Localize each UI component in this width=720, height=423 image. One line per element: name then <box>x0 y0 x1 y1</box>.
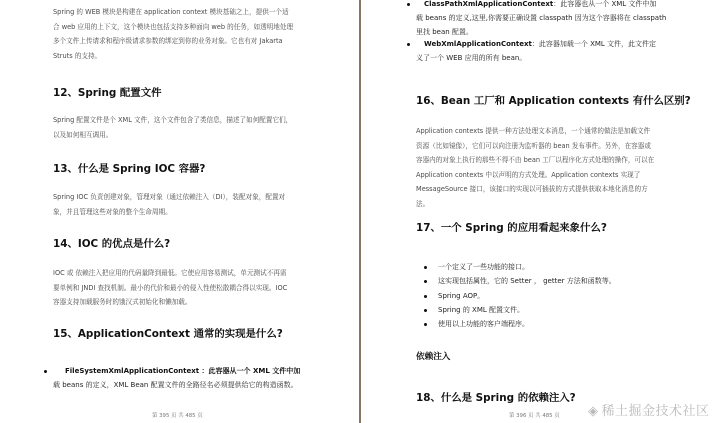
list-item: Spring AOP。 <box>438 289 616 303</box>
list-item: WebXmlApplicationContext：此容器加载一个 XML 文件，此文件定 义了一个 WEB 应用的所有 bean。 <box>416 37 716 65</box>
list-item: Spring 的 XML 配置文件。 <box>438 303 616 317</box>
bullet-icon <box>424 323 427 326</box>
watermark: ◈ 稀土掘金技术社区 <box>588 404 710 419</box>
bullet-icon <box>44 370 47 373</box>
page-number: 第 396 页 共 485 页 <box>509 413 560 419</box>
section-heading-di: 依赖注入 <box>416 352 451 362</box>
right-page <box>361 0 720 423</box>
bullet-icon <box>424 295 427 298</box>
paragraph-13: Spring IOC 负责创建对象，管理对象（通过依赖注入（DI），装配对象，配置对 象，并且管理这些对象的整个生命周期。 <box>53 193 286 216</box>
heading-12: 12、Spring 配置文件 <box>53 87 162 99</box>
list-item: 这实现包括属性，它的 Setter ， getter 方法和函数等。 <box>438 274 616 288</box>
bullet-icon <box>424 280 427 283</box>
bullet-icon <box>407 3 410 6</box>
feature-list <box>438 260 616 331</box>
heading-13: 13、什么是 Spring IOC 容器? <box>53 163 206 175</box>
heading-18: 18、什么是 Spring 的依赖注入? <box>416 392 576 404</box>
heading-14: 14、IOC 的优点是什么? <box>53 238 171 250</box>
heading-16: 16、Bean 工厂和 Application contexts 有什么区别? <box>416 95 691 107</box>
heading-17: 17、一个 Spring 的应用看起来象什么? <box>416 222 607 234</box>
bullet-icon <box>424 309 427 312</box>
paragraph-16: Application contexts 提供一种方法处理文本消息，一个通常的做法是加载文件 资源（比如镜像），它们可以向注册为监听器的 bean 发布事件。另外，在容器或 容器内的对象上执行的那些不得不由 bean 工厂以程序化方式处理的操作，可以在 Application contexts 中以声明的方式处理。Application contexts 实现了 MessageSource 接口，该接口的实现以可插拔的方式提供获取本地化消息的方 法。 <box>416 127 655 208</box>
list-item: 一个定义了一些功能的接口。 <box>438 260 616 274</box>
page-number: 第 395 页 共 485 页 <box>152 413 203 419</box>
intro-paragraph: Spring 的 WEB 模块是构建在 application context 模块基础之上，提供一个适 合 web 应用的上下文，这个模块也包括支持多种面向 web 的任务，如透明地处理 多个文件上传请求和程序级请求参数的绑定到你的业务对象。它也有对 Jakarta Struts 的支持。 <box>53 8 294 60</box>
list-item: ClassPathXmlApplicationContext：此容器也从一个 XML 文件中加 载 beans 的定义,这里,你需要正确设置 classpath 因为这个容器将在 classpath 里找 bean 配置。 <box>416 0 716 39</box>
paragraph-14: IOC 或 依赖注入把应用的代码量降到最低。它使应用容易测试，单元测试不再需 要单例和 JNDI 查找机制。最小的代价和最小的侵入性使松散耦合得以实现。IOC 容器支持加载服务时的饿汉式初始化和懒加载。 <box>53 269 288 306</box>
paragraph-12: Spring 配置文件是个 XML 文件，这个文件包含了类信息，描述了如何配置它们， 以及如何相互调用。 <box>53 116 293 139</box>
bullet-icon <box>407 43 410 46</box>
list-item: 使用以上功能的客户端程序。 <box>438 317 616 331</box>
heading-15: 15、ApplicationContext 通常的实现是什么? <box>53 328 283 340</box>
bullet-icon <box>424 266 427 269</box>
juejin-logo-icon: ◈ <box>588 404 599 419</box>
list-item: FileSystemXmlApplicationContext ：此容器从一个 XML 文件中加 载 beans 的定义，XML Bean 配置文件的全路径名必须提供给它的构造函数。 <box>53 364 353 392</box>
